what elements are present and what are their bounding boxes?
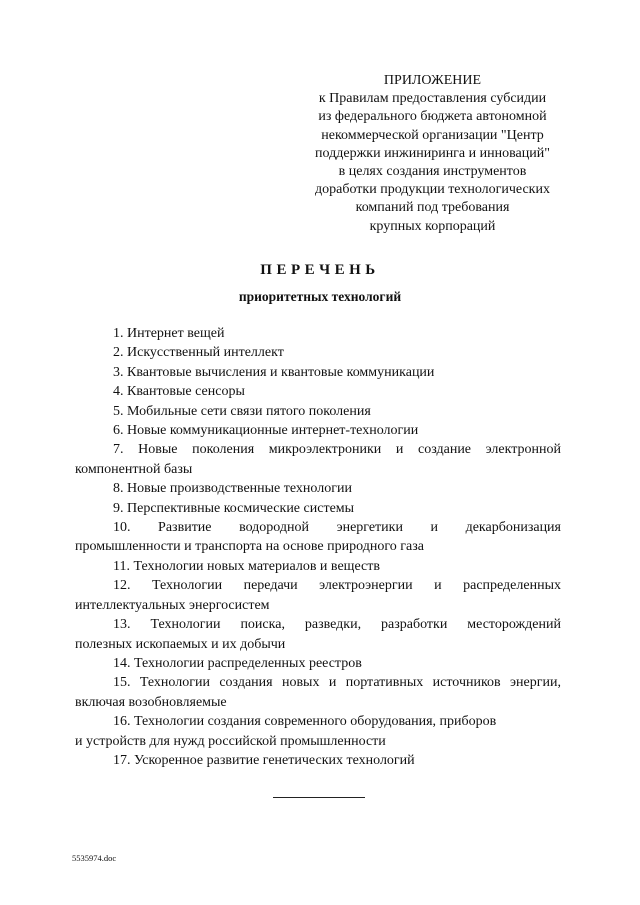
list-item: 9. Перспективные космические системы bbox=[113, 500, 355, 516]
technology-list bbox=[75, 324, 561, 770]
appendix-line: из федерального бюджета автономной bbox=[318, 109, 547, 125]
list-item: 2. Искусственный интеллект bbox=[113, 345, 284, 361]
list-item: 16. Технологии создания современного оборудования, приборов и устройств для нужд российской промышленности bbox=[75, 714, 497, 749]
appendix-title: ПРИЛОЖЕНИЕ bbox=[383, 73, 482, 88]
list-item: 6. Новые коммуникационные интернет-технологии bbox=[113, 423, 419, 439]
list-item: 17. Ускоренное развитие генетических технологий bbox=[113, 752, 415, 768]
list-item: 8. Новые производственные технологии bbox=[113, 481, 352, 497]
appendix-line: компаний под требования bbox=[355, 200, 510, 216]
document-title: ПЕРЕЧЕНЬ bbox=[260, 262, 380, 278]
appendix-line: доработки продукции технологических bbox=[315, 182, 550, 198]
list-item: 7. Новые поколения микроэлектроники и создание электронной компонентной базы bbox=[75, 442, 561, 477]
list-item: 3. Квантовые вычисления и квантовые коммуникации bbox=[113, 364, 435, 380]
list-item: 12. Технологии передачи электроэнергии и распределенных интеллектуальных энергосистем bbox=[75, 578, 561, 613]
appendix-line: некоммерческой организации "Центр bbox=[321, 127, 544, 143]
list-item: 1. Интернет вещей bbox=[113, 326, 225, 341]
list-item: 14. Технологии распределенных реестров bbox=[113, 655, 362, 671]
list-item: 15. Технологии создания новых и портативных источников энергии, включая возобновляемые bbox=[75, 675, 561, 710]
list-item: 4. Квантовые сенсоры bbox=[113, 384, 245, 400]
list-item: 13. Технологии поиска, разведки, разработки месторождений полезных ископаемых и их добычи bbox=[75, 617, 561, 652]
list-item: 10. Развитие водородной энергетики и декарбонизация промышленности и транспорта на основе природного газа bbox=[75, 520, 561, 555]
appendix-header bbox=[300, 72, 565, 236]
list-item: 11. Технологии новых материалов и веществ bbox=[113, 558, 380, 574]
appendix-line: поддержки инжиниринга и инноваций" bbox=[315, 145, 550, 161]
list-item: 5. Мобильные сети связи пятого поколения bbox=[113, 403, 371, 419]
document-subtitle: приоритетных технологий bbox=[238, 289, 402, 304]
appendix-line: к Правилам предоставления субсидии bbox=[318, 91, 547, 107]
appendix-line: в целях создания инструментов bbox=[338, 164, 527, 180]
document-id: 5535974.doc bbox=[72, 853, 117, 863]
closing-divider bbox=[273, 797, 365, 798]
appendix-line: крупных корпораций bbox=[369, 218, 496, 234]
